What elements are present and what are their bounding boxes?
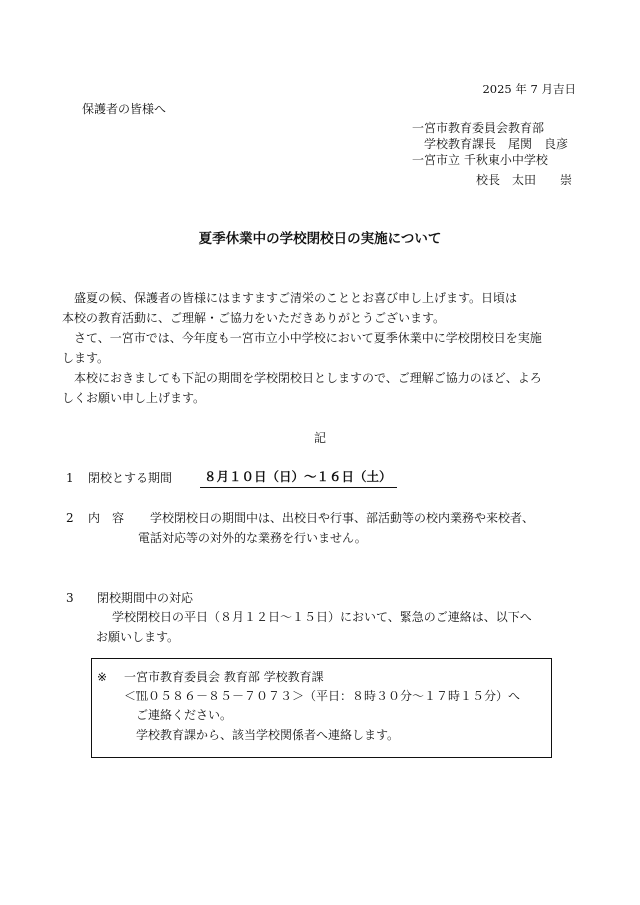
item-3-label: 閉校期間中の対応 [97,591,194,605]
note-contact-org: 一宮市教育委員会 教育部 学校教育課 [124,670,324,684]
sender-school: 一宮市立 千秋東小中学校 [412,153,548,167]
item-2-number: 2 [66,511,74,525]
notice-title: 夏季休業中の学校閉校日の実施について [198,231,442,247]
sender-org: 一宮市教育委員会教育部 [412,121,545,135]
body-line-2: 本校の教育活動に、ご理解・ご協力をいただきありがとうございます。 [62,311,446,325]
item-2-line-1: 学校閉校日の期間中は、出校日や行事、部活動等の校内業務や来校者、 [150,511,535,525]
item-3-number: 3 [66,591,74,605]
item-2-label: 内 容 [88,511,125,525]
body-line-6: しくお願い申し上げます。 [62,391,206,405]
body-line-1: 盛夏の候、保護者の皆様にはますますご清栄のこととお喜び申し上げます。日頃は [74,291,518,305]
note-phone-hours: ＜℡０５８６－８５－７０７３＞（平日：８時３０分～１７時１５分）へ [124,689,521,703]
note-request: ご連絡ください。 [136,708,233,722]
period-underline [200,487,397,488]
item-1-label: 閉校とする期間 [88,471,173,485]
body-line-3: さて、一宮市では、今年度も一宮市立小中学校において夏季休業中に学校閉校日を実施 [74,331,542,345]
note-mark: ※ [97,670,108,684]
item-3-line-1: 学校閉校日の平日（８月１２日～１５日）において、緊急のご連絡は、以下へ [112,610,532,624]
item-1-number: 1 [66,471,74,485]
item-2-line-2: 電話対応等の対外的な業務を行いません。 [138,531,367,545]
note-relay: 学校教育課から、該当学校関係者へ連絡します。 [136,728,400,742]
ki-heading: 記 [313,431,326,445]
sender-section-chief: 学校教育課長 尾関 良彦 [424,137,569,151]
body-line-4: します。 [62,351,110,365]
addressee: 保護者の皆様へ [82,102,167,116]
issue-date: 2025 年 7 月吉日 [482,82,576,96]
item-3-line-2: お願いします。 [96,630,180,644]
body-line-5: 本校におきましても下記の期間を学校閉校日としますので、ご理解ご協力のほど、よろ [74,371,542,385]
sender-principal: 校長 太田 崇 [476,173,573,187]
item-1-period: ８月１０日（日）～１６日（土） [204,469,392,484]
